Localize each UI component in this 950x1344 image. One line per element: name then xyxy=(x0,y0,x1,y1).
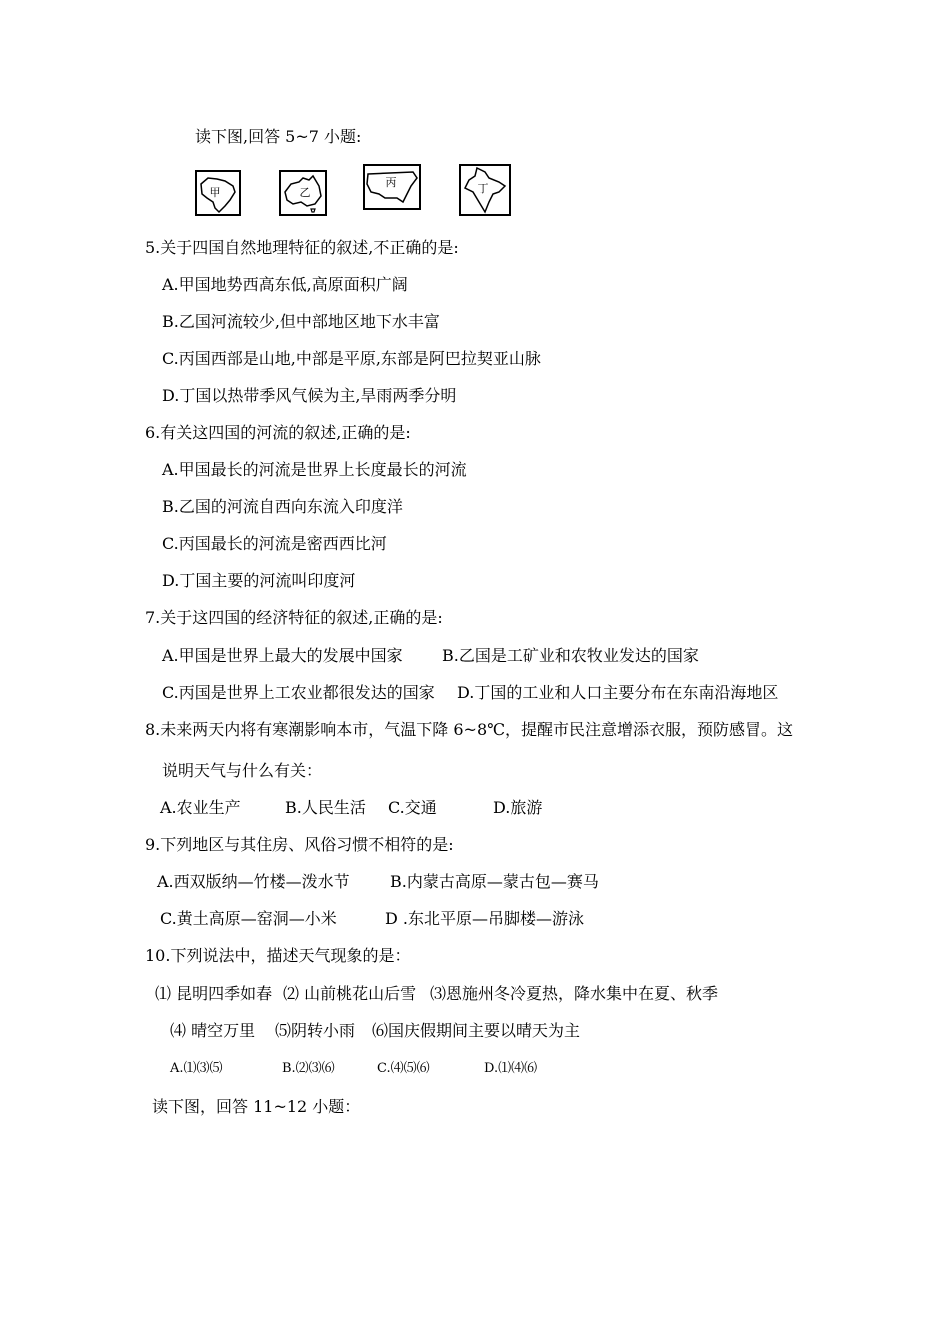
q7-option-b: B.乙国是工矿业和农牧业发达的国家 xyxy=(442,646,699,665)
q10-option-c: C.⑷⑸⑹ xyxy=(377,1061,430,1076)
usa-map-icon xyxy=(363,164,421,210)
q10-option-d: D.⑴⑷⑹ xyxy=(484,1061,538,1076)
map-label-bing: 丙 xyxy=(385,176,397,189)
country-maps xyxy=(195,162,515,218)
q7-option-a: A.甲国是世界上最大的发展中国家 xyxy=(162,646,403,665)
q8-stem-line1: 8.未来两天内将有寒潮影响本市，气温下降 6~8℃，提醒市民注意增添衣服，预防感冒。这 xyxy=(145,720,794,739)
q10-stem: 10.下列说法中，描述天气现象的是： xyxy=(145,946,411,965)
q7-option-d: D.丁国的工业和人口主要分布在东南沿海地区 xyxy=(457,683,779,702)
australia-map-icon xyxy=(279,170,327,216)
q6-option-d: D.丁国主要的河流叫印度河 xyxy=(162,571,356,590)
q5-option-a: A.甲国地势西高东低,高原面积广阔 xyxy=(162,275,408,294)
q8-option-b: B.人民生活 xyxy=(285,798,366,817)
brazil-map-icon xyxy=(195,170,241,216)
q10-item-1: ⑴ 昆明四季如春 xyxy=(155,984,273,1003)
q5-stem: 5.关于四国自然地理特征的叙述,不正确的是: xyxy=(145,238,459,257)
q10-item-4: ⑷ 晴空万里 xyxy=(170,1021,256,1040)
q9-stem: 9.下列地区与其住房、风俗习惯不相符的是: xyxy=(145,835,454,854)
map-label-yi: 乙 xyxy=(299,186,311,199)
q9-option-c: C.黄土高原—窑洞—小米 xyxy=(160,909,337,928)
q8-option-a: A.农业生产 xyxy=(160,798,241,817)
q5-option-c: C.丙国西部是山地,中部是平原,东部是阿巴拉契亚山脉 xyxy=(162,349,541,368)
q9-option-a: A.西双版纳—竹楼—泼水节 xyxy=(157,872,350,891)
q6-option-c: C.丙国最长的河流是密西西比河 xyxy=(162,534,387,553)
q10-option-b: B.⑵⑶⑹ xyxy=(282,1061,335,1076)
q10-item-2: ⑵ 山前桃花山后雪 xyxy=(283,984,417,1003)
q10-item-6: ⑹国庆假期间主要以晴天为主 xyxy=(372,1021,581,1040)
map-label-ding: 丁 xyxy=(477,182,489,195)
q6-stem: 6.有关这四国的河流的叙述,正确的是: xyxy=(145,423,411,442)
q10-item-5: ⑸阴转小雨 xyxy=(275,1021,356,1040)
india-map-icon xyxy=(459,164,511,216)
q7-option-c: C.丙国是世界上工农业都很发达的国家 xyxy=(162,683,435,702)
q5-option-d: D.丁国以热带季风气候为主,旱雨两季分明 xyxy=(162,386,457,405)
q8-option-c: C.交通 xyxy=(388,798,437,817)
q9-option-d: D .东北平原—吊脚楼—游泳 xyxy=(385,909,585,928)
q9-option-b: B.内蒙古高原—蒙古包—赛马 xyxy=(390,872,599,891)
map-label-jia: 甲 xyxy=(209,186,221,199)
intro-5-7: 读下图,回答 5~7 小题: xyxy=(195,127,362,146)
q10-item-3: ⑶恩施州冬冷夏热，降水集中在夏、秋季 xyxy=(430,984,719,1003)
q5-option-b: B.乙国河流较少,但中部地区地下水丰富 xyxy=(162,312,440,331)
intro-11-12: 读下图，回答 11~12 小题： xyxy=(152,1097,361,1116)
q7-stem: 7.关于这四国的经济特征的叙述,正确的是: xyxy=(145,608,443,627)
q6-option-a: A.甲国最长的河流是世界上长度最长的河流 xyxy=(162,460,467,479)
q6-option-b: B.乙国的河流自西向东流入印度洋 xyxy=(162,497,403,516)
q8-stem-line2: 说明天气与什么有关： xyxy=(162,761,323,780)
q8-option-d: D.旅游 xyxy=(493,798,543,817)
q10-option-a: A.⑴⑶⑸ xyxy=(170,1061,223,1076)
